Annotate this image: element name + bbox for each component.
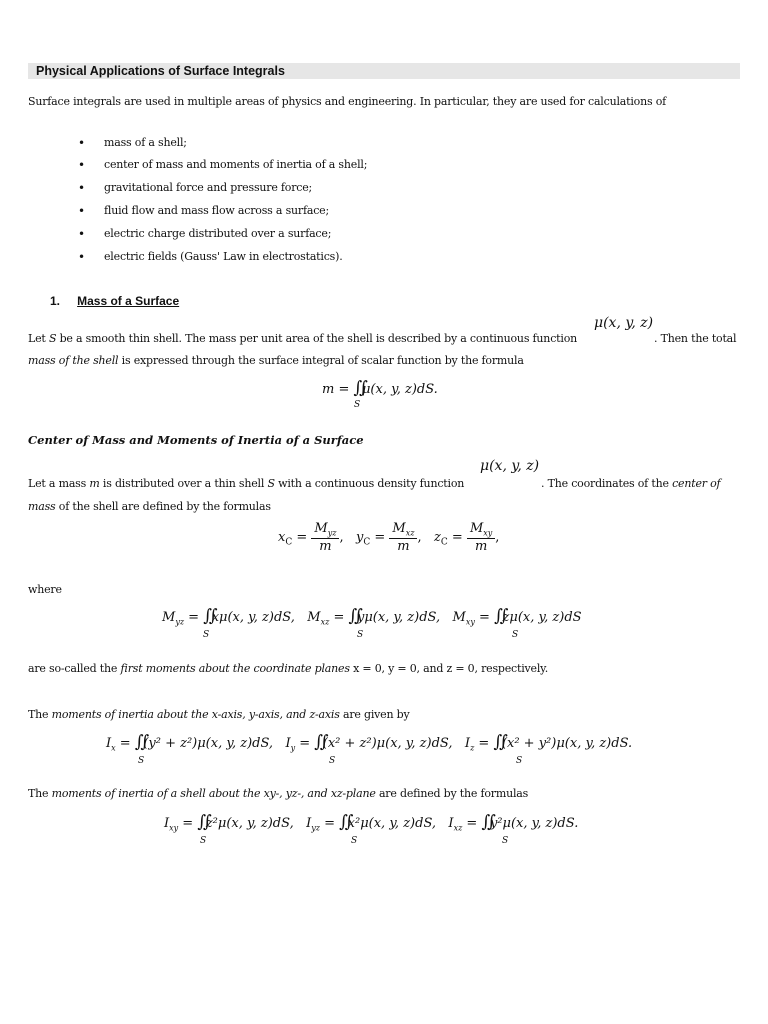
inertia-planes-formula: $I_{xy}$ = ∬z²μ(x, y, z)dS, $I_{yz}$ = ∬x²μ(x, y, z)dS, $I_{xz}$ = ∬y²μ(x, y, z)dS.: [164, 812, 579, 833]
paragraph-center-line1: Let a mass m is distributed over a thin shell S with a continuous density function: [28, 477, 465, 490]
integral-limit: S: [351, 836, 358, 846]
paragraph-center-line1-end: . The coordinates of the center of: [541, 477, 721, 490]
double-integral-icon: ∬: [493, 732, 502, 752]
integral-limit: S: [138, 756, 145, 766]
intro-paragraph: Surface integrals are used in multiple areas of physics and engineering. In particular, they are used for calculations of: [28, 95, 667, 108]
double-integral-icon: ∬: [197, 812, 206, 832]
paragraph-mass-line1: Let S be a smooth thin shell. The mass per unit area of the shell is described by a continuous function: [28, 332, 578, 345]
first-moments-formula: $M_{yz}$ = ∬xμ(x, y, z)dS, $M_{xz}$ = ∬yμ(x, y, z)dS, $M_{xy}$ = ∬zμ(x, y, z)dS: [162, 606, 582, 627]
center-of-mass-formula: $x_C$ = $\frac{M_{yz}}{m}$ , $y_C$ = $\frac{M_{xz}}{m}$ , $z_C$ = $\frac{M_{xy}}{m}$ ,: [278, 521, 500, 554]
integral-limit: S: [203, 630, 210, 640]
mu-function: μ(x, y, z): [480, 458, 540, 474]
section-title: Mass of a Surface: [77, 294, 180, 308]
double-integral-icon: ∬: [353, 378, 362, 398]
paragraph-mass-line2: mass of the shell is expressed through the surface integral of scalar function by the formula: [28, 354, 524, 367]
list-item: • fluid flow and mass flow across a surface;: [78, 204, 329, 218]
mass-formula: m = ∬μ(x, y, z)dS.: [322, 378, 438, 398]
page-title: Physical Applications of Surface Integrals: [36, 64, 285, 78]
integral-limit: S: [200, 836, 207, 846]
section-heading-center: Center of Mass and Moments of Inertia of a Surface: [28, 433, 364, 447]
paragraph-inertia-planes: The moments of inertia of a shell about the xy-, yz-, and xz-plane are defined by the formulas: [28, 787, 529, 800]
double-integral-icon: ∬: [203, 606, 212, 626]
paragraph-first-moments: are so-called the first moments about the coordinate planes x = 0, y = 0, and z = 0, respectively.: [28, 662, 549, 675]
section-heading: [50, 290, 179, 309]
inertia-axes-formula: $I_x$ = ∬(y² + z²)μ(x, y, z)dS, $I_y$ = ∬(x² + z²)μ(x, y, z)dS, $I_z$ = ∬(x² + y²)μ(x, y, z)dS.: [106, 732, 633, 753]
mu-function: μ(x, y, z): [594, 315, 654, 331]
list-item: • electric fields (Gauss' Law in electrostatics).: [78, 250, 343, 264]
bullet-icon: •: [78, 181, 85, 195]
section-number: 1.: [50, 294, 61, 308]
bullet-icon: •: [78, 250, 85, 264]
where-label: where: [28, 583, 62, 596]
double-integral-icon: ∬: [339, 812, 348, 832]
integral-limit: S: [357, 630, 364, 640]
double-integral-icon: ∬: [481, 812, 490, 832]
paragraph-inertia-axes: The moments of inertia about the x-axis, y-axis, and z-axis are given by: [28, 708, 410, 721]
list-item: • mass of a shell;: [78, 136, 187, 150]
list-item: • electric charge distributed over a surface;: [78, 227, 332, 241]
paragraph-center-line2: mass of the shell are defined by the formulas: [28, 500, 271, 513]
integral-limit: S: [502, 836, 509, 846]
title-bar: [28, 63, 740, 79]
bullet-icon: •: [78, 204, 85, 218]
bullet-icon: •: [78, 227, 85, 241]
paragraph-mass-line1-end: . Then the total: [654, 332, 737, 345]
integral-limit: S: [329, 756, 336, 766]
integral-limit: S: [354, 400, 361, 410]
double-integral-icon: ∬: [348, 606, 357, 626]
double-integral-icon: ∬: [314, 732, 323, 752]
list-item: • center of mass and moments of inertia of a shell;: [78, 158, 368, 172]
bullet-icon: •: [78, 136, 85, 150]
double-integral-icon: ∬: [134, 732, 144, 752]
double-integral-icon: ∬: [494, 606, 503, 626]
bullet-icon: •: [78, 158, 85, 172]
list-item: • gravitational force and pressure force;: [78, 181, 313, 195]
integral-limit: S: [516, 756, 523, 766]
integral-limit: S: [512, 630, 519, 640]
